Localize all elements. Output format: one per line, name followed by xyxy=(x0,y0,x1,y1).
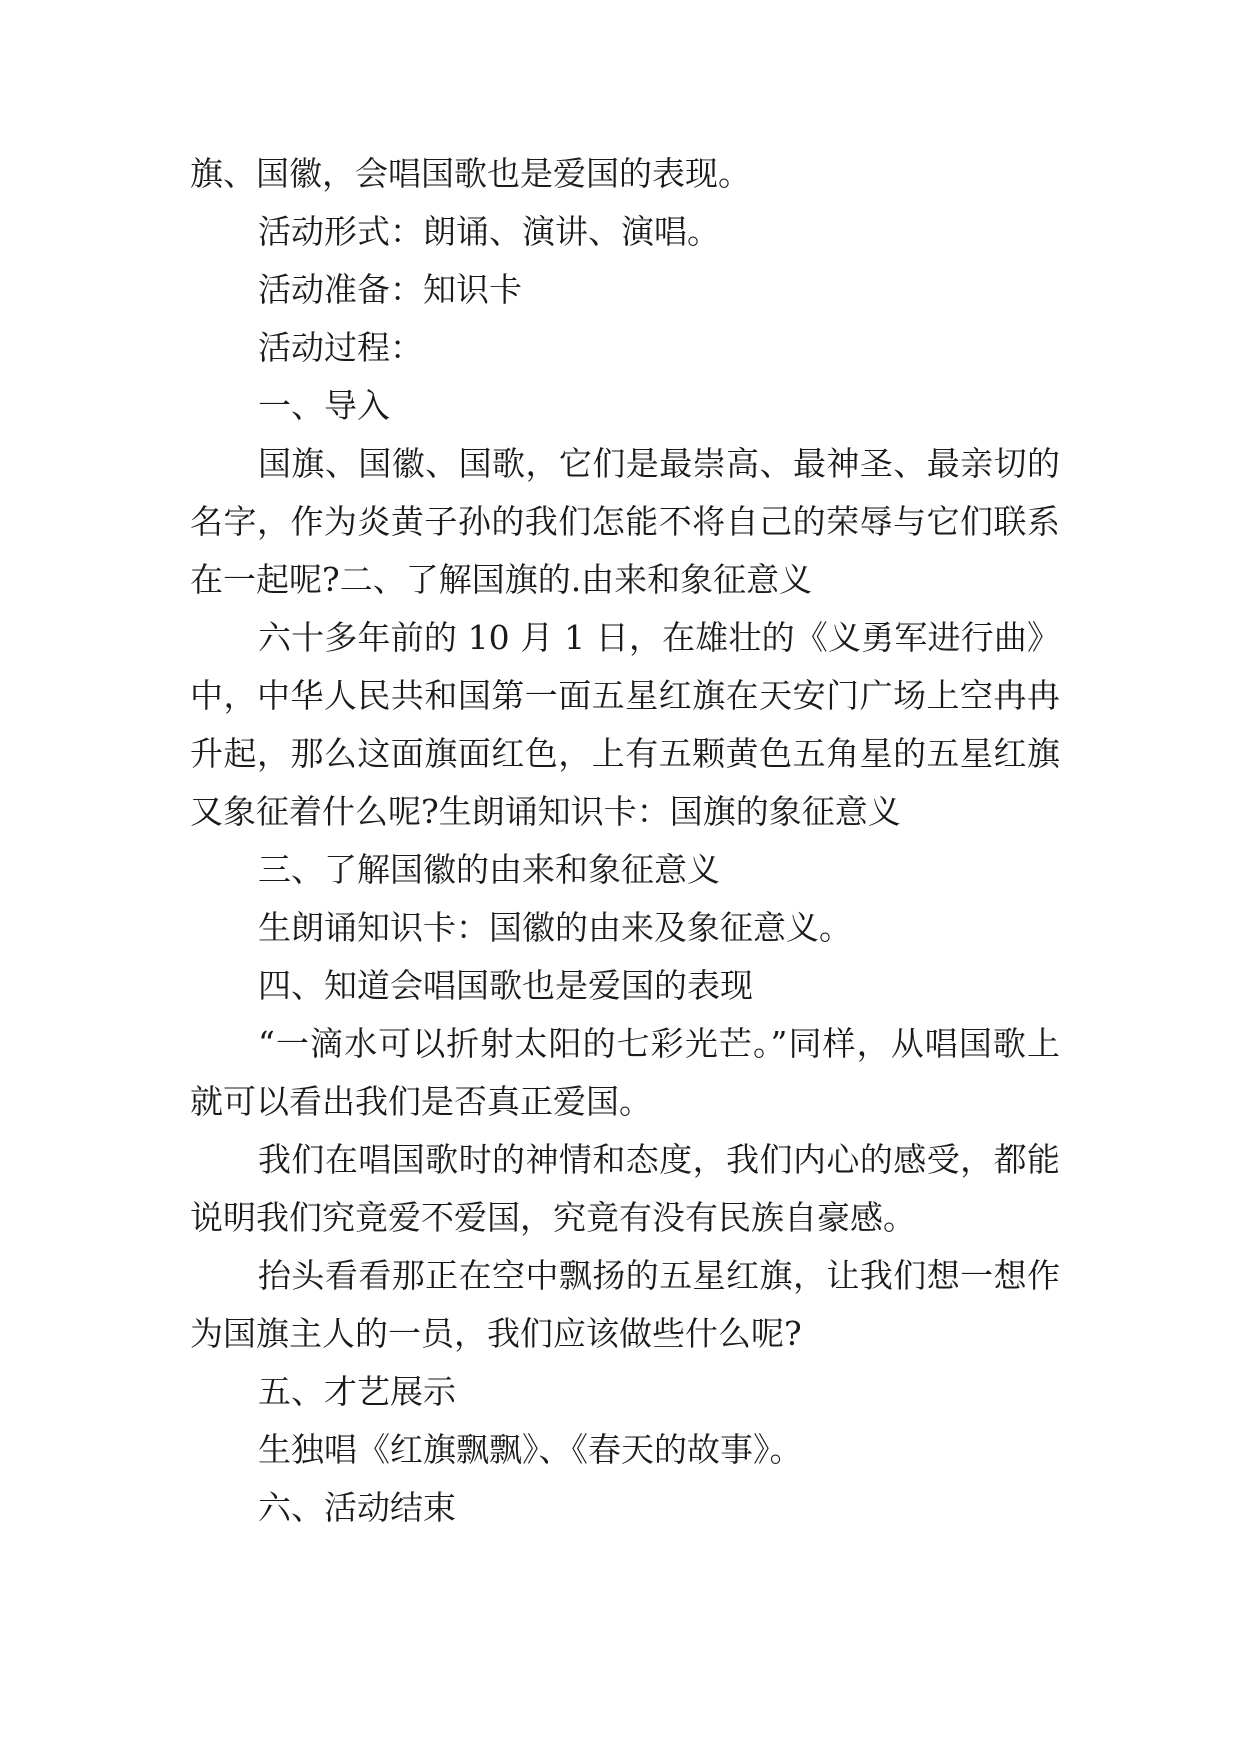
paragraph-activity-process: 活动过程： xyxy=(258,328,423,367)
paragraph-activity-prep: 活动准备：知识卡 xyxy=(258,270,522,309)
heading-activity-end: 六、活动结束 xyxy=(258,1488,456,1527)
heading-talent-show: 五、才艺展示 xyxy=(258,1372,456,1411)
document-body xyxy=(190,145,1060,1537)
paragraph-look-up: 抬头看看那正在空中飘扬的五星红旗，让我们想一想作为国旗主人的一员，我们应该做些什么呢? xyxy=(190,1256,1060,1353)
paragraph-emblem-recital: 生朗诵知识卡：国徽的由来及象征意义。 xyxy=(258,908,852,947)
paragraph-solo-songs: 生独唱《红旗飘飘》、《春天的故事》。 xyxy=(258,1430,803,1469)
heading-anthem: 四、知道会唱国歌也是爱国的表现 xyxy=(258,966,753,1005)
paragraph-quote: “一滴水可以折射太阳的七彩光芒。”同样，从唱国歌上就可以看出我们是否真正爱国。 xyxy=(190,1024,1060,1121)
paragraph-continuation: 旗、国徽，会唱国歌也是爱国的表现。 xyxy=(190,154,751,193)
paragraph-flag-history: 六十多年前的 10 月 1 日，在雄壮的《义勇军进行曲》中，中华人民共和国第一面五星红旗在天安门广场上空冉冉升起，那么这面旗面红色，上有五颗黄色五角星的五星红旗又象征着什么呢?生朗诵知识卡：国旗的象征意义 xyxy=(190,618,1060,831)
paragraph-intro: 国旗、国徽、国歌，它们是最崇高、最神圣、最亲切的名字，作为炎黄子孙的我们怎能不将自己的荣辱与它们联系在一起呢?二、了解国旗的.由来和象征意义 xyxy=(190,444,1060,599)
paragraph-activity-form: 活动形式：朗诵、演讲、演唱。 xyxy=(258,212,720,251)
heading-intro: 一、导入 xyxy=(258,386,390,425)
paragraph-attitude: 我们在唱国歌时的神情和态度，我们内心的感受，都能说明我们究竟爱不爱国，究竟有没有民族自豪感。 xyxy=(190,1140,1060,1237)
heading-emblem: 三、了解国徽的由来和象征意义 xyxy=(258,850,720,889)
